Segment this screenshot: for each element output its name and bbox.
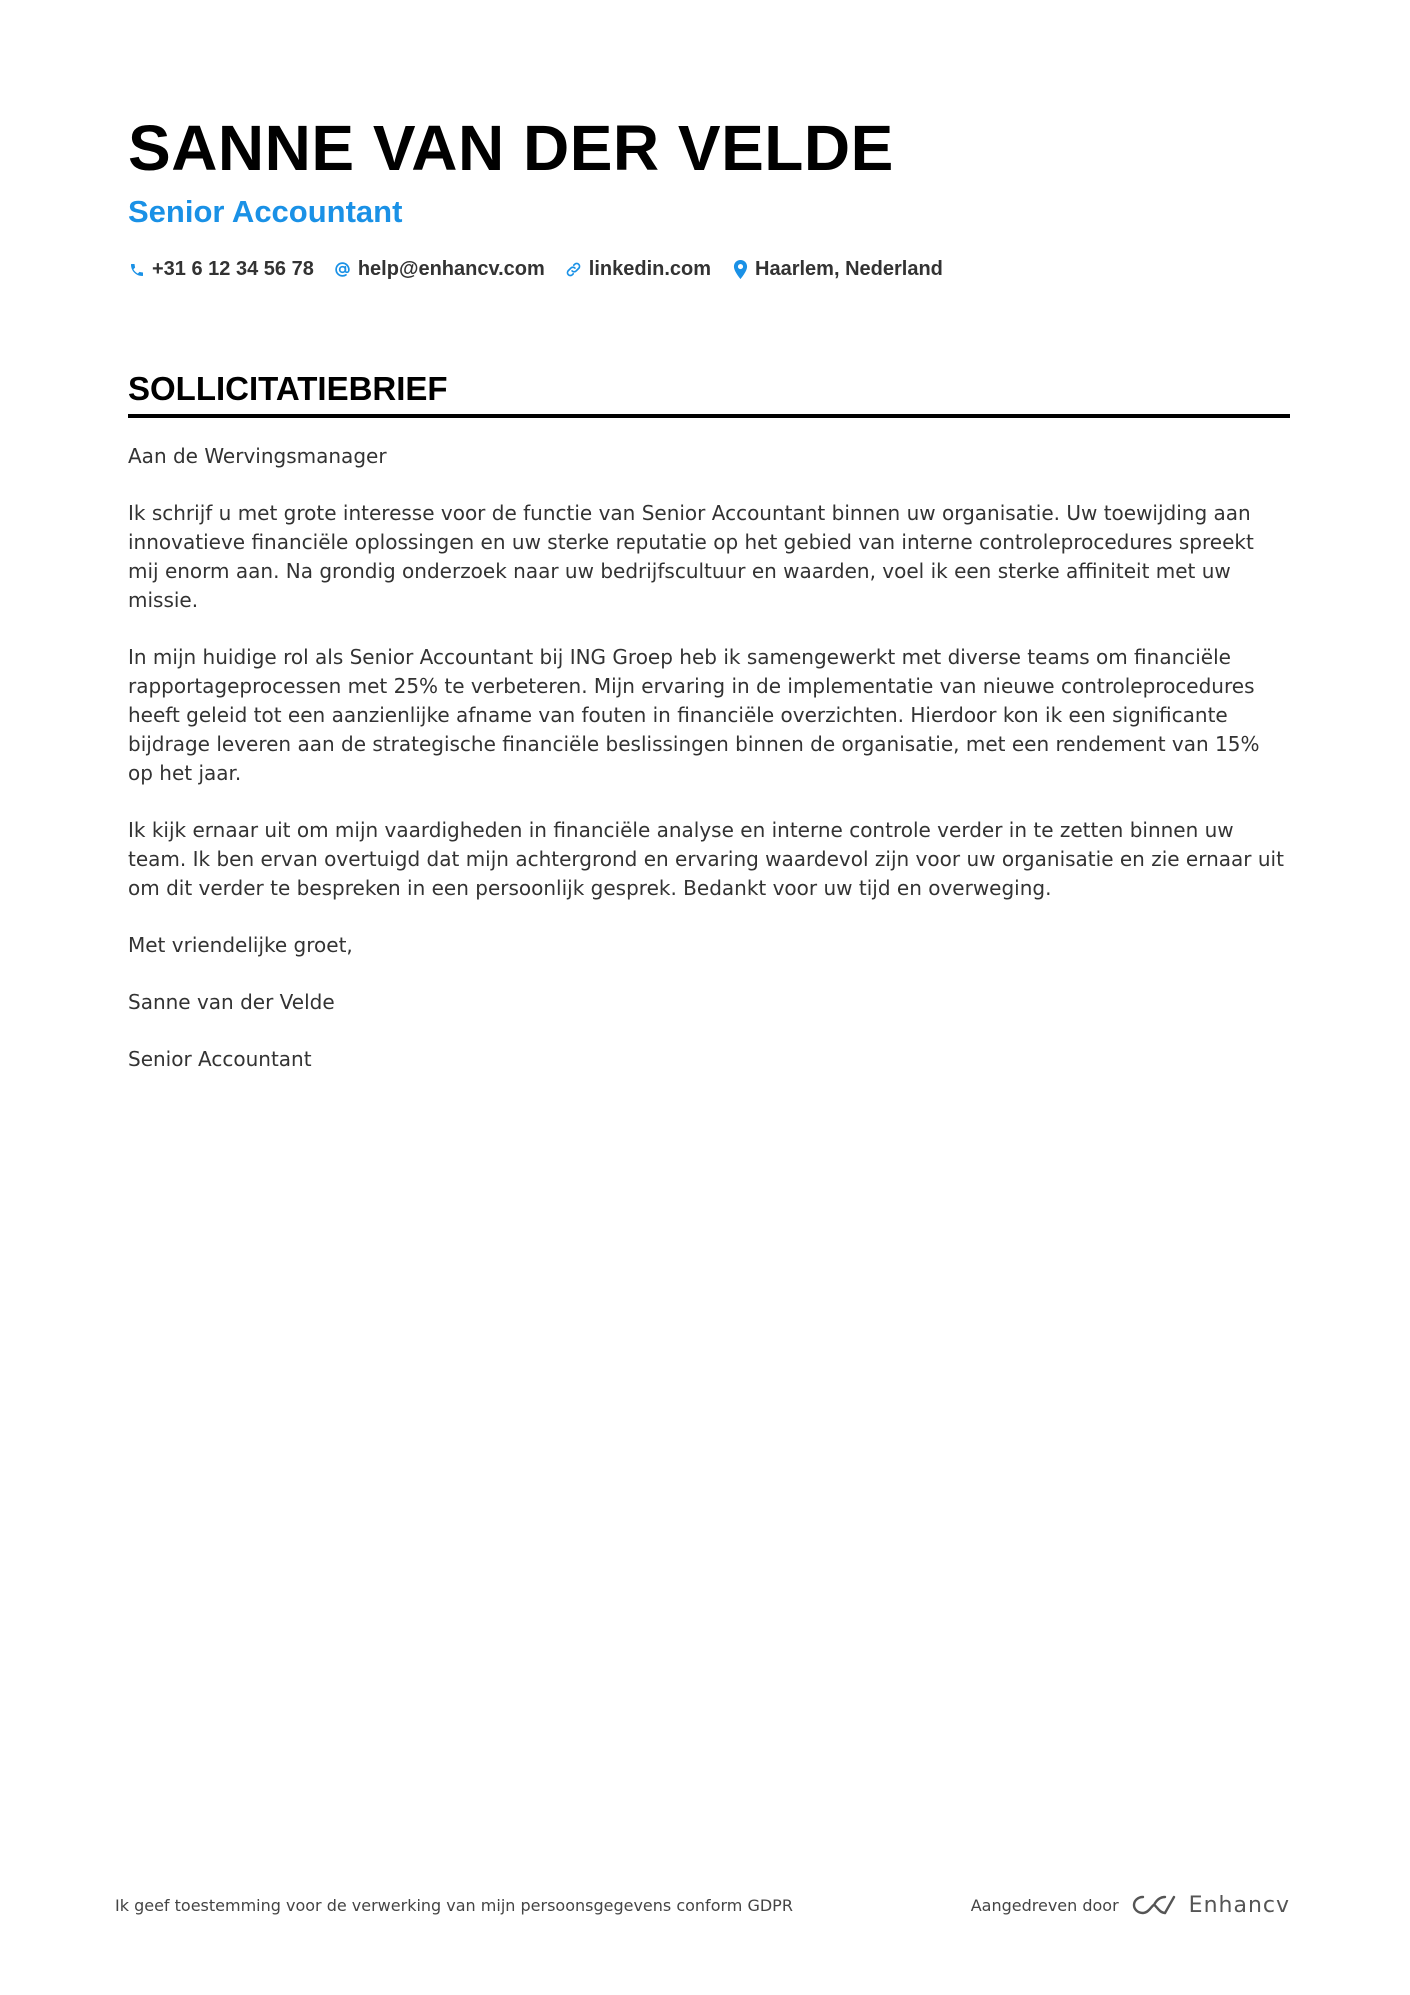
brand-name: Enhancv	[1188, 1892, 1290, 1918]
location-pin-icon	[731, 260, 749, 280]
at-icon	[334, 260, 352, 280]
contact-email[interactable]	[334, 258, 545, 281]
phone-icon	[128, 260, 146, 280]
enhancv-brand	[1131, 1893, 1290, 1918]
signature-role: Senior Accountant	[128, 1047, 312, 1071]
enhancv-logo-icon	[1131, 1893, 1177, 1917]
contact-phone-text: +31 6 12 34 56 78	[152, 258, 314, 280]
contact-location	[731, 258, 943, 281]
salutation: Aan de Wervingsmanager	[128, 444, 387, 468]
header	[128, 110, 1290, 281]
closing: Met vriendelijke groet,	[128, 933, 353, 957]
contact-email-text: help@enhancv.com	[357, 258, 545, 280]
candidate-role: Senior Accountant	[128, 194, 403, 229]
powered-by-label: Aangedreven door	[970, 1895, 1119, 1915]
footer	[115, 1890, 1290, 1920]
link-icon	[565, 260, 583, 280]
letter-section	[128, 368, 1290, 1102]
gdpr-consent: Ik geef toestemming voor de verwerking van mijn persoonsgegevens conform GDPR	[115, 1895, 793, 1915]
contact-location-text: Haarlem, Nederland	[755, 258, 943, 280]
paragraph-2: In mijn huidige rol als Senior Accountant bij ING Groep heb ik samengewerkt met diverse teams om financiële rapportageprocessen met 25% te verbeteren. Mijn ervaring in de implementatie van nieuwe controleprocedures heeft geleid tot een aanzienlijke afname van fouten in financiële overzichten. Hierdoor kon ik een significante bijdrage leveren aan de strategische financiële beslissingen binnen de organisatie, met een rendement van 15% op het jaar.	[128, 645, 1260, 785]
powered-by[interactable]	[971, 1893, 1290, 1918]
contact-linkedin[interactable]	[565, 258, 711, 281]
contact-phone	[128, 258, 314, 281]
paragraph-1: Ik schrijf u met grote interesse voor de functie van Senior Accountant binnen uw organisatie. Uw toewijding aan innovatieve financiële oplossingen en uw sterke reputatie op het gebied van interne controleprocedures spreekt mij enorm aan. Na grondig onderzoek naar uw bedrijfscultuur en waarden, voel ik een sterke affiniteit met uw missie.	[128, 501, 1254, 612]
paragraph-3: Ik kijk ernaar uit om mijn vaardigheden in financiële analyse en interne controle verder in te zetten binnen uw team. Ik ben ervan overtuigd dat mijn achtergrond en ervaring waardevol zijn voor uw organisatie en zie ernaar uit om dit verder te bespreken in een persoonlijk gesprek. Bedankt voor uw tijd en overweging.	[128, 818, 1284, 900]
section-title: SOLLICITATIEBRIEF	[128, 368, 1290, 418]
contact-linkedin-text: linkedin.com	[588, 258, 712, 280]
candidate-name: SANNE VAN DER VELDE	[128, 112, 894, 184]
contact-list	[128, 258, 1290, 281]
signature-name: Sanne van der Velde	[128, 990, 335, 1014]
letter-body	[128, 442, 1290, 1074]
